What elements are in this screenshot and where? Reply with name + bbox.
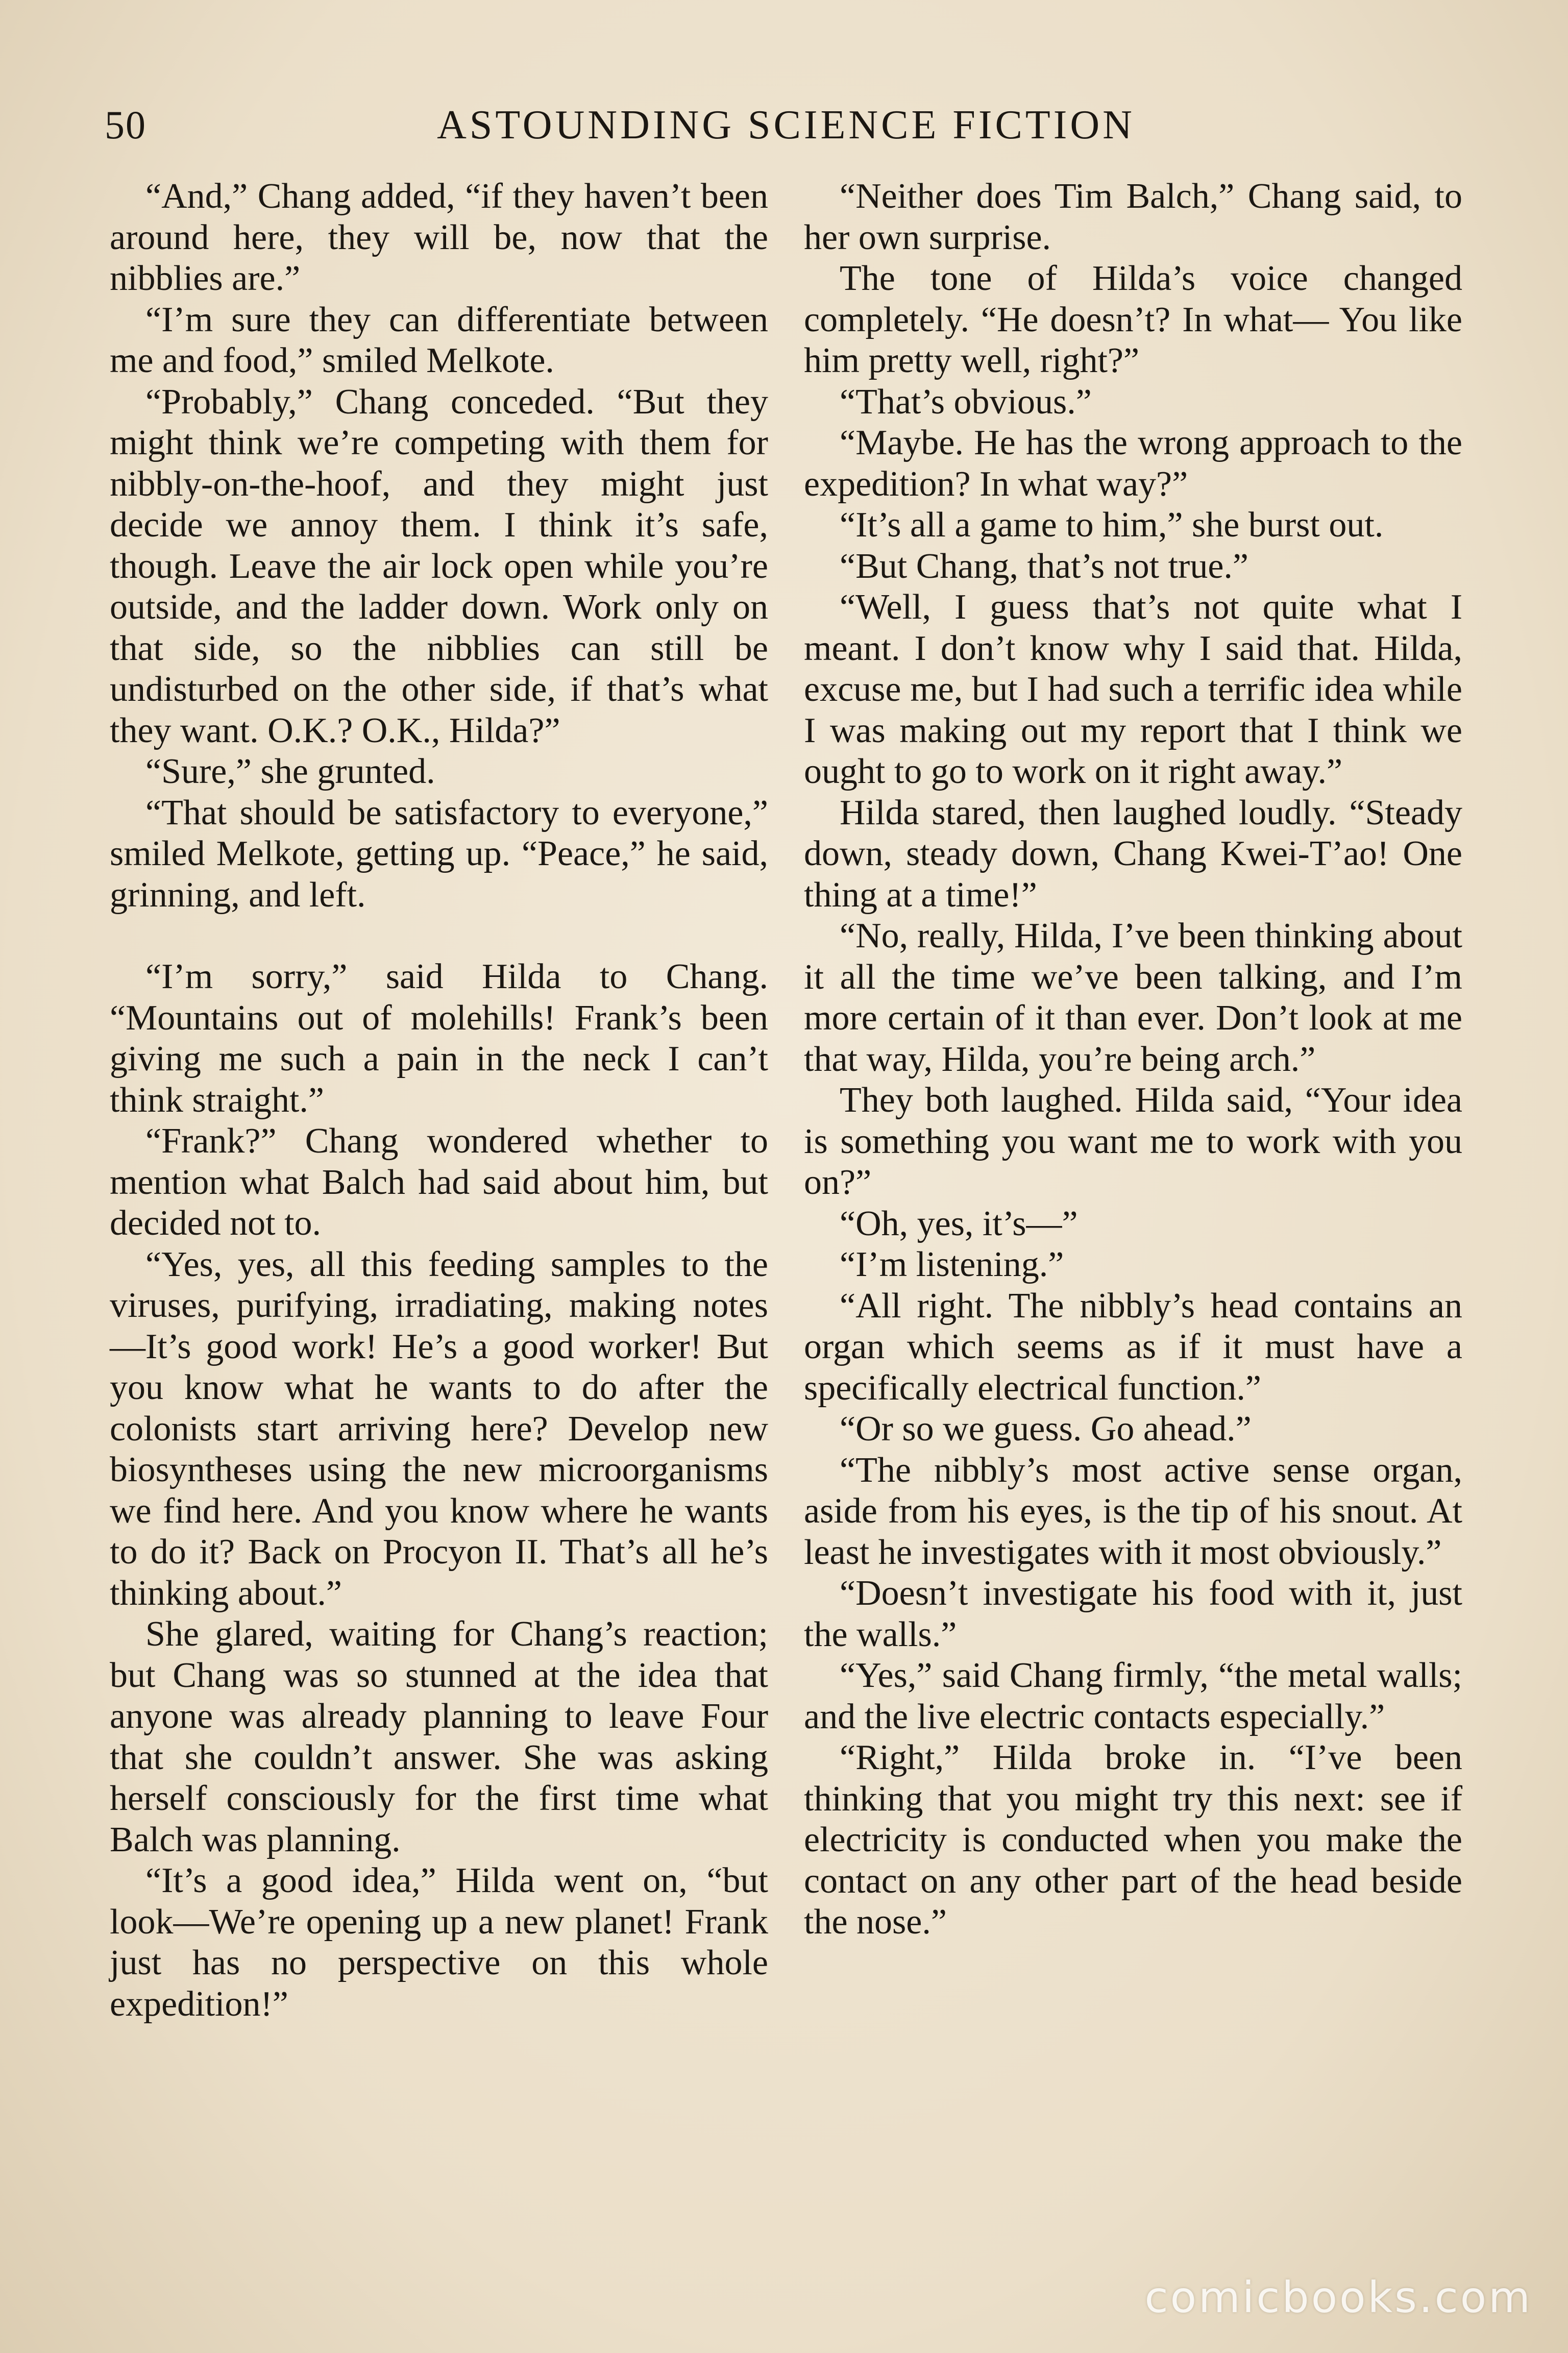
paragraph: “All right. The nibbly’s head contains an organ which seems as if it must have a specifically electrical function.” — [804, 1286, 1462, 1408]
paragraph: Hilda stared, then laughed loudly. “Steady down, steady down, Chang Kwei-T’ao! One thing at a time!” — [804, 793, 1462, 915]
paragraph: “It’s a good idea,” Hilda went on, “but look—We’re opening up a new planet! Frank just has no perspective on this whole expedition!” — [110, 1861, 768, 2024]
paragraph: The tone of Hilda’s voice changed completely. “He doesn’t? In what— You like him pretty well, right?” — [804, 259, 1462, 380]
paragraph: “Doesn’t investigate his food with it, just the walls.” — [804, 1574, 1462, 1654]
paragraph: They both laughed. Hilda said, “Your idea is something you want me to work with you on?” — [804, 1081, 1462, 1202]
paragraph: “I’m sure they can differentiate between me and food,” smiled Melkote. — [110, 300, 768, 380]
right-column — [804, 176, 1462, 1943]
paragraph: “Oh, yes, it’s—” — [840, 1204, 1078, 1243]
paragraph: “The nibbly’s most active sense organ, aside from his eyes, is the tip of his snout. At least he investigates with it most obviously.” — [804, 1450, 1462, 1572]
paragraph: “Right,” Hilda broke in. “I’ve been thinking that you might try this next: see if electricity is conducted when you make the contact on any other part of the head beside the nose.” — [804, 1738, 1462, 1942]
paragraph: “Maybe. He has the wrong approach to the expedition? In what way?” — [804, 423, 1462, 504]
paragraph: “Sure,” she grunted. — [145, 752, 435, 791]
watermark: comicbooks.com — [1144, 2272, 1532, 2322]
paragraph: “Frank?” Chang wondered whether to mention what Balch had said about him, but decided not to. — [110, 1121, 768, 1243]
paragraph: “But Chang, that’s not true.” — [840, 546, 1248, 586]
paragraph: “It’s all a game to him,” she burst out. — [840, 505, 1384, 545]
left-column — [110, 176, 768, 2025]
paragraph: “That’s obvious.” — [840, 382, 1092, 422]
paragraph: “Probably,” Chang conceded. “But they might think we’re competing with them for nibbly-on-the-hoof, and they might just decide we annoy them. I think it’s safe, though. Leave the air lock open while you’re outside, and the ladder down. Work only on that side, so the nibblies can still be undisturbed on the other side, if that’s what they want. O.K.? O.K., Hilda?” — [110, 382, 768, 750]
paragraph: “Yes,” said Chang firmly, “the metal walls; and the live electric contacts especially.” — [804, 1656, 1462, 1736]
paragraph: “No, really, Hilda, I’ve been thinking about it all the time we’ve been talking, and I’m more certain of it than ever. Don’t look at me that way, Hilda, you’re being arch.” — [804, 916, 1462, 1079]
paragraph: “Or so we guess. Go ahead.” — [840, 1409, 1252, 1449]
running-title: ASTOUNDING SCIENCE FICTION — [437, 103, 1135, 148]
paragraph: She glared, waiting for Chang’s reaction; but Chang was so stunned at the idea that anyone was already planning to leave Four that she couldn’t answer. She was asking herself consciously for the first time what Balch was planning. — [110, 1614, 768, 1859]
paragraph: “I’m listening.” — [840, 1245, 1064, 1284]
paragraph: “And,” Chang added, “if they haven’t been around here, they will be, now that the nibblies are.” — [110, 177, 768, 298]
paragraph: “Neither does Tim Balch,” Chang said, to her own surprise. — [804, 177, 1462, 257]
paragraph: “Yes, yes, all this feeding samples to the viruses, purifying, irradiating, making notes—It’s good work! He’s a good worker! But you know what he wants to do after the colonists start arriving here? Develop new biosyntheses using the new microorganisms we find here. And you know where he wants to do it? Back on Procyon II. That’s all he’s thinking about.” — [110, 1244, 768, 1613]
page-number: 50 — [105, 103, 146, 147]
paragraph: “Well, I guess that’s not quite what I meant. I don’t know why I said that. Hilda, excuse me, but I had such a terrific idea while I was making out my report that I think we ought to go to work on it right away.” — [804, 587, 1462, 791]
paragraph: “That should be satisfactory to everyone,” smiled Melkote, getting up. “Peace,” he said, grinning, and left. — [110, 793, 768, 915]
paragraph: “I’m sorry,” said Hilda to Chang. “Mountains out of molehills! Frank’s been giving me such a pain in the neck I can’t think straight.” — [110, 957, 768, 1120]
page-header — [105, 97, 1467, 153]
